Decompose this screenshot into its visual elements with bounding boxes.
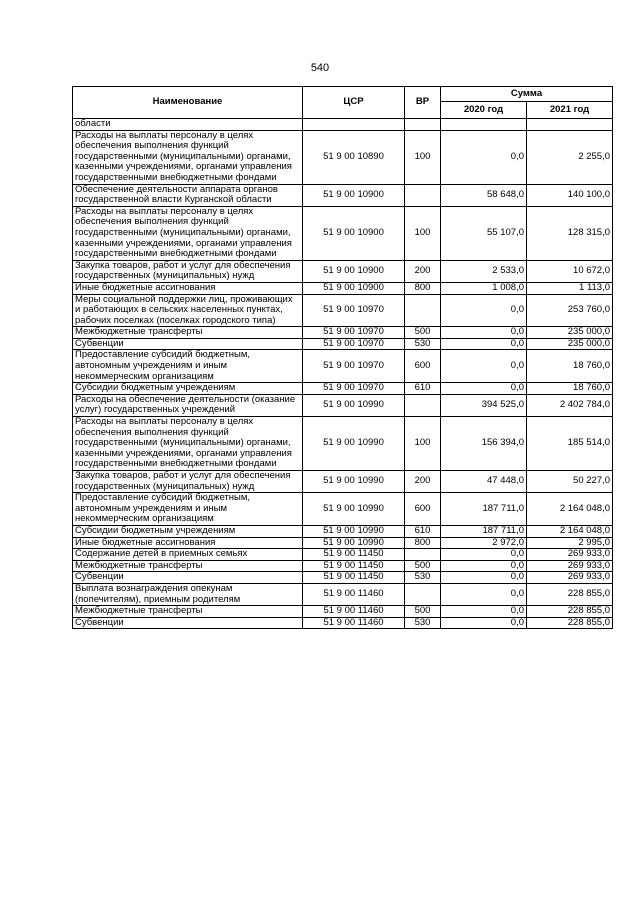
row-value-2021: 228 855,0 bbox=[527, 606, 613, 618]
row-value-2020: 0,0 bbox=[441, 617, 527, 629]
row-value-2021: 185 514,0 bbox=[527, 417, 613, 471]
row-name: Межбюджетные трансферты bbox=[73, 606, 303, 618]
row-vr: 100 bbox=[405, 130, 441, 184]
row-csr: 51 9 00 10890 bbox=[303, 130, 405, 184]
table-row bbox=[73, 606, 613, 618]
row-value-2020: 0,0 bbox=[441, 294, 527, 327]
row-value-2020: 0,0 bbox=[441, 338, 527, 350]
row-value-2020: 0,0 bbox=[441, 327, 527, 339]
table-row bbox=[73, 184, 613, 206]
row-name: Межбюджетные трансферты bbox=[73, 327, 303, 339]
row-name: Расходы на выплаты персоналу в целях обеспечения выполнения функций государственными (муниципальными) органами, казенными учреждениями, органами управления государственными внебюджетными фондами bbox=[73, 130, 303, 184]
table-row bbox=[73, 338, 613, 350]
row-name: Закупка товаров, работ и услуг для обеспечения государственных (муниципальных) нужд bbox=[73, 260, 303, 282]
row-name: Выплата вознаграждения опекунам (попечителям), приемным родителям bbox=[73, 583, 303, 605]
row-name: Иные бюджетные ассигнования bbox=[73, 537, 303, 549]
row-value-2020 bbox=[441, 119, 527, 131]
table-row bbox=[73, 525, 613, 537]
row-vr: 500 bbox=[405, 327, 441, 339]
row-vr bbox=[405, 583, 441, 605]
table-row bbox=[73, 560, 613, 572]
table-row bbox=[73, 350, 613, 383]
row-vr bbox=[405, 394, 441, 416]
table-body bbox=[73, 119, 613, 629]
row-vr: 800 bbox=[405, 282, 441, 294]
row-csr: 51 9 00 10990 bbox=[303, 537, 405, 549]
row-vr bbox=[405, 184, 441, 206]
row-value-2021: 269 933,0 bbox=[527, 549, 613, 561]
row-vr: 600 bbox=[405, 493, 441, 526]
row-name: Предоставление субсидий бюджетным, автономным учреждениям и иным некоммерческим организациям bbox=[73, 350, 303, 383]
row-value-2020: 0,0 bbox=[441, 130, 527, 184]
row-value-2021: 2 255,0 bbox=[527, 130, 613, 184]
row-vr: 100 bbox=[405, 417, 441, 471]
row-csr: 51 9 00 10970 bbox=[303, 383, 405, 395]
row-vr: 610 bbox=[405, 525, 441, 537]
row-name: Расходы на выплаты персоналу в целях обеспечения выполнения функций государственными (муниципальными) органами, казенными учреждениями, органами управления государственными внебюджетными фондами bbox=[73, 417, 303, 471]
table-row bbox=[73, 572, 613, 584]
table-row bbox=[73, 260, 613, 282]
row-value-2020: 1 008,0 bbox=[441, 282, 527, 294]
row-vr bbox=[405, 294, 441, 327]
table-row bbox=[73, 130, 613, 184]
table-row bbox=[73, 583, 613, 605]
row-value-2020: 55 107,0 bbox=[441, 206, 527, 260]
table-row bbox=[73, 394, 613, 416]
row-value-2020: 0,0 bbox=[441, 606, 527, 618]
table-row bbox=[73, 471, 613, 493]
row-name: Субсидии бюджетным учреждениям bbox=[73, 383, 303, 395]
row-vr: 500 bbox=[405, 606, 441, 618]
row-csr: 51 9 00 10900 bbox=[303, 282, 405, 294]
row-value-2021: 2 164 048,0 bbox=[527, 493, 613, 526]
row-vr: 500 bbox=[405, 560, 441, 572]
page-number: 540 bbox=[310, 62, 330, 74]
row-name: Иные бюджетные ассигнования bbox=[73, 282, 303, 294]
row-value-2020: 0,0 bbox=[441, 560, 527, 572]
row-vr: 200 bbox=[405, 471, 441, 493]
row-value-2021: 18 760,0 bbox=[527, 350, 613, 383]
row-name: Субсидии бюджетным учреждениям bbox=[73, 525, 303, 537]
row-value-2020: 187 711,0 bbox=[441, 493, 527, 526]
row-value-2021: 235 000,0 bbox=[527, 338, 613, 350]
row-value-2020: 58 648,0 bbox=[441, 184, 527, 206]
row-value-2020: 0,0 bbox=[441, 583, 527, 605]
header-csr: ЦСР bbox=[303, 87, 405, 119]
row-csr: 51 9 00 10970 bbox=[303, 338, 405, 350]
table-row bbox=[73, 294, 613, 327]
row-value-2020: 156 394,0 bbox=[441, 417, 527, 471]
row-name: Меры социальной поддержки лиц, проживающих и работающих в сельских населенных пунктах, рабочих поселках (поселках городского типа) bbox=[73, 294, 303, 327]
row-value-2021: 128 315,0 bbox=[527, 206, 613, 260]
row-name: области bbox=[73, 119, 303, 131]
row-vr: 600 bbox=[405, 350, 441, 383]
row-vr: 610 bbox=[405, 383, 441, 395]
row-value-2021: 2 164 048,0 bbox=[527, 525, 613, 537]
row-value-2021: 140 100,0 bbox=[527, 184, 613, 206]
row-csr bbox=[303, 119, 405, 131]
row-csr: 51 9 00 11450 bbox=[303, 549, 405, 561]
header-year-2020: 2020 год bbox=[441, 102, 527, 119]
header-vr: ВР bbox=[405, 87, 441, 119]
row-value-2020: 47 448,0 bbox=[441, 471, 527, 493]
table-row bbox=[73, 206, 613, 260]
row-value-2021 bbox=[527, 119, 613, 131]
row-value-2020: 2 533,0 bbox=[441, 260, 527, 282]
row-value-2020: 0,0 bbox=[441, 549, 527, 561]
row-csr: 51 9 00 11450 bbox=[303, 560, 405, 572]
row-value-2021: 269 933,0 bbox=[527, 560, 613, 572]
row-csr: 51 9 00 10990 bbox=[303, 394, 405, 416]
header-sum: Сумма bbox=[441, 87, 613, 102]
row-value-2021: 10 672,0 bbox=[527, 260, 613, 282]
row-name: Межбюджетные трансферты bbox=[73, 560, 303, 572]
header-year-2021: 2021 год bbox=[527, 102, 613, 119]
row-value-2021: 228 855,0 bbox=[527, 617, 613, 629]
row-csr: 51 9 00 10970 bbox=[303, 294, 405, 327]
row-value-2021: 253 760,0 bbox=[527, 294, 613, 327]
row-csr: 51 9 00 10990 bbox=[303, 493, 405, 526]
row-vr: 530 bbox=[405, 338, 441, 350]
row-csr: 51 9 00 10990 bbox=[303, 525, 405, 537]
row-value-2021: 235 000,0 bbox=[527, 327, 613, 339]
row-csr: 51 9 00 10900 bbox=[303, 206, 405, 260]
row-csr: 51 9 00 10990 bbox=[303, 417, 405, 471]
row-value-2020: 0,0 bbox=[441, 572, 527, 584]
table-row bbox=[73, 119, 613, 131]
row-value-2021: 269 933,0 bbox=[527, 572, 613, 584]
row-name: Обеспечение деятельности аппарата органов государственной власти Курганской области bbox=[73, 184, 303, 206]
row-vr: 200 bbox=[405, 260, 441, 282]
row-vr: 100 bbox=[405, 206, 441, 260]
row-value-2021: 18 760,0 bbox=[527, 383, 613, 395]
row-name: Предоставление субсидий бюджетным, автономным учреждениям и иным некоммерческим организациям bbox=[73, 493, 303, 526]
table-row bbox=[73, 383, 613, 395]
row-value-2020: 2 972,0 bbox=[441, 537, 527, 549]
row-value-2021: 1 113,0 bbox=[527, 282, 613, 294]
row-value-2021: 2 402 784,0 bbox=[527, 394, 613, 416]
row-name: Субвенции bbox=[73, 617, 303, 629]
row-value-2020: 394 525,0 bbox=[441, 394, 527, 416]
budget-table bbox=[72, 86, 613, 629]
row-csr: 51 9 00 10970 bbox=[303, 327, 405, 339]
row-name: Расходы на обеспечение деятельности (оказание услуг) государственных учреждений bbox=[73, 394, 303, 416]
row-vr bbox=[405, 119, 441, 131]
row-value-2020: 0,0 bbox=[441, 350, 527, 383]
row-name: Субвенции bbox=[73, 338, 303, 350]
row-csr: 51 9 00 10900 bbox=[303, 184, 405, 206]
row-name: Расходы на выплаты персоналу в целях обеспечения выполнения функций государственными (муниципальными) органами, казенными учреждениями, органами управления государственными внебюджетными фондами bbox=[73, 206, 303, 260]
row-value-2020: 187 711,0 bbox=[441, 525, 527, 537]
row-vr: 530 bbox=[405, 572, 441, 584]
row-csr: 51 9 00 10900 bbox=[303, 260, 405, 282]
row-value-2021: 50 227,0 bbox=[527, 471, 613, 493]
row-csr: 51 9 00 11460 bbox=[303, 617, 405, 629]
row-csr: 51 9 00 11450 bbox=[303, 572, 405, 584]
row-csr: 51 9 00 11460 bbox=[303, 606, 405, 618]
row-csr: 51 9 00 10970 bbox=[303, 350, 405, 383]
row-name: Содержание детей в приемных семьях bbox=[73, 549, 303, 561]
row-value-2021: 228 855,0 bbox=[527, 583, 613, 605]
table-row bbox=[73, 282, 613, 294]
table-row bbox=[73, 617, 613, 629]
row-vr: 800 bbox=[405, 537, 441, 549]
row-vr bbox=[405, 549, 441, 561]
row-csr: 51 9 00 10990 bbox=[303, 471, 405, 493]
row-csr: 51 9 00 11460 bbox=[303, 583, 405, 605]
table-row bbox=[73, 417, 613, 471]
table-row bbox=[73, 537, 613, 549]
row-value-2020: 0,0 bbox=[441, 383, 527, 395]
row-name: Закупка товаров, работ и услуг для обеспечения государственных (муниципальных) нужд bbox=[73, 471, 303, 493]
row-value-2021: 2 995,0 bbox=[527, 537, 613, 549]
header-name: Наименование bbox=[73, 87, 303, 119]
table-row bbox=[73, 327, 613, 339]
table-row bbox=[73, 493, 613, 526]
row-vr: 530 bbox=[405, 617, 441, 629]
table-row bbox=[73, 549, 613, 561]
row-name: Субвенции bbox=[73, 572, 303, 584]
